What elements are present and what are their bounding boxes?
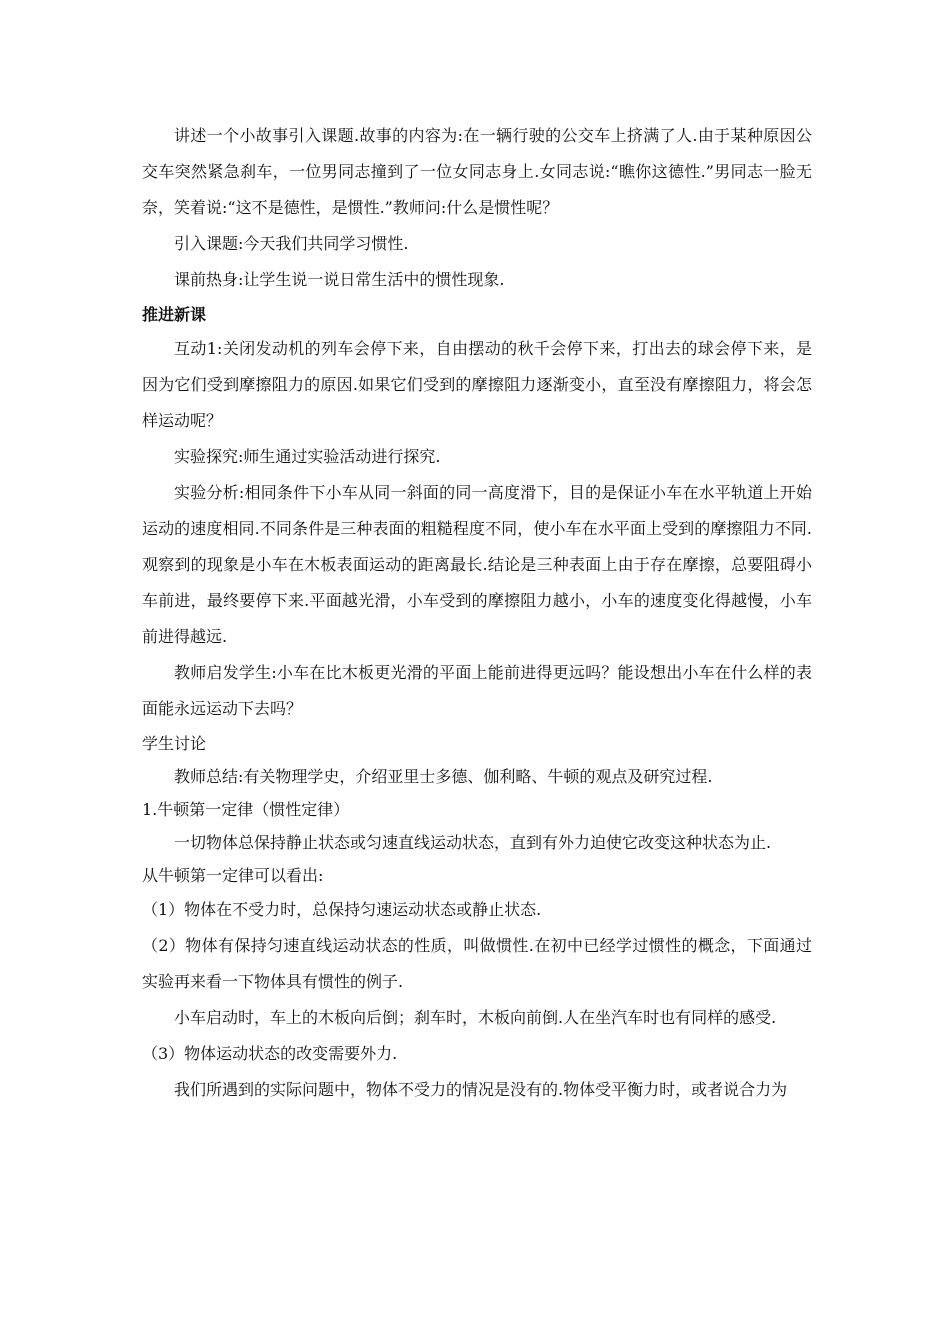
paragraph-story: 讲述一个小故事引入课题.故事的内容为:在一辆行驶的公交车上挤满了人.由于某种原因公交车突然紧急刹车，一位男同志撞到了一位女同志身上.女同志说:“瞧你这德性.”男同志一脸无奈，笑着说:“这不是德性，是惯性.”教师问:什么是惯性呢？ <box>142 126 812 217</box>
list-item-3: （3）物体运动状态的改变需要外力. <box>142 1044 398 1063</box>
paragraph-intro-topic: 引入课题:今天我们共同学习惯性. <box>174 234 409 253</box>
paragraph-law-implications: 从牛顿第一定律可以看出: <box>142 866 324 885</box>
paragraph-experiment-analysis: 实验分析:相同条件下小车从同一斜面的同一高度滑下，目的是保证小车在水平轨道上开始运动的速度相同.不同条件是三种表面的粗糙程度不同，使小车在水平面上受到的摩擦阻力不同.观察到的现象是小车在木板表面运动的距离最长.结论是三种表面上由于存在摩擦，总要阻碍小车前进，最终要停下来.平面越光滑，小车受到的摩擦阻力越小，小车的速度变化得越慢，小车前进得越远. <box>142 483 812 646</box>
paragraph-student-discussion: 学生讨论 <box>142 734 207 753</box>
paragraph-warmup: 课前热身:让学生说一说日常生活中的惯性现象. <box>174 270 505 289</box>
section-heading-newton-first-law: 1.牛顿第一定律（惯性定律） <box>142 800 350 819</box>
document-body <box>142 118 812 1108</box>
paragraph-law-statement: 一切物体总保持静止状态或匀速直线运动状态，直到有外力迫使它改变这种状态为止. <box>174 833 772 852</box>
list-item-1: （1）物体在不受力时，总保持匀速运动状态或静止状态. <box>142 900 542 919</box>
paragraph-real-problems: 我们所遇到的实际问题中，物体不受力的情况是没有的.物体受平衡力时，或者说合力为 <box>174 1080 788 1099</box>
section-heading-new-lesson: 推进新课 <box>142 305 207 324</box>
list-item-2: （2）物体有保持匀速直线运动状态的性质，叫做惯性.在初中已经学过惯性的概念，下面通过实验再来看一下物体具有惯性的例子. <box>142 936 812 991</box>
paragraph-interaction-1: 互动1:关闭发动机的列车会停下来，自由摆动的秋千会停下来，打出去的球会停下来，是因为它们受到摩擦阻力的原因.如果它们受到的摩擦阻力逐渐变小，直至没有摩擦阻力，将会怎样运动呢？ <box>142 339 812 430</box>
paragraph-experiment-inquiry: 实验探究:师生通过实验活动进行探究. <box>174 447 441 466</box>
paragraph-teacher-summary: 教师总结:有关物理学史，介绍亚里士多德、伽利略、牛顿的观点及研究过程. <box>174 767 713 786</box>
paragraph-cart-example: 小车启动时，车上的木板向后倒；刹车时，木板向前倒.人在坐汽车时也有同样的感受. <box>174 1008 777 1027</box>
paragraph-teacher-prompt: 教师启发学生:小车在比木板更光滑的平面上能前进得更远吗？能设想出小车在什么样的表面能永远运动下去吗？ <box>142 663 812 718</box>
